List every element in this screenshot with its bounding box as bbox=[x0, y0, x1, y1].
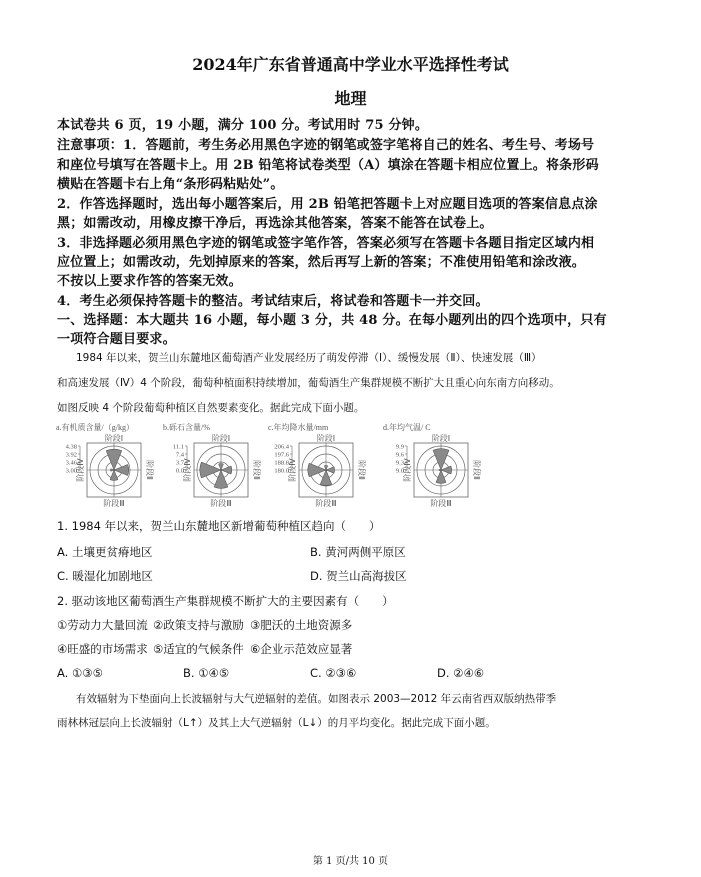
stage-wedge bbox=[221, 466, 232, 474]
passage-line: 1984 年以来，贺兰山东麓地区葡萄酒产业发展经历了萌发停滞（Ⅰ）、缓慢发展（Ⅱ）、快速发展（Ⅲ） bbox=[76, 352, 542, 364]
passage-line: 有效辐射为下垫面向上长波辐射与大气逆辐射的差值。如图表示 2003—2012 年云南省西双版纳热带季 bbox=[76, 693, 557, 705]
stage-label: 阶段Ⅱ bbox=[145, 460, 154, 480]
tick-label: 180.0 bbox=[274, 467, 289, 475]
stage-wedge bbox=[326, 467, 335, 473]
page-footer: 第 1 页/共 10 页 bbox=[312, 856, 389, 867]
instruction-line: 注意事项：1．答题前，考生务必用黑色字迹的钢笔或签字笔将自己的姓名、考生号、考场号 bbox=[57, 138, 595, 153]
stage-label: 阶段Ⅰ bbox=[104, 434, 124, 443]
chart-title: d.年均气温/ C bbox=[383, 423, 431, 432]
q2-option-b: B. ①④⑤ bbox=[183, 666, 230, 680]
stage-wedge bbox=[441, 466, 452, 474]
stage-label: 阶段Ⅲ bbox=[210, 499, 232, 508]
q2-factor: ①劳动力大量回流 bbox=[57, 618, 148, 632]
q2-factor: ⑤适宜的气候条件 bbox=[153, 642, 244, 656]
q2-option-a: A. ①③⑤ bbox=[57, 666, 103, 680]
tick-label: 197.6 bbox=[274, 451, 289, 459]
tick-label: 0.0 bbox=[175, 467, 184, 475]
instruction-line: 本试卷共 6 页，19 小题，满分 100 分。考试用时 75 分钟。 bbox=[57, 118, 429, 133]
stage-wedge bbox=[214, 470, 228, 488]
stage-label: 阶段Ⅲ bbox=[315, 499, 337, 508]
stage-wedge bbox=[219, 464, 224, 470]
q2-factor: ⑥企业示范效应显著 bbox=[250, 642, 353, 656]
tick-label: 3.92 bbox=[65, 451, 77, 459]
stage-wedge bbox=[320, 470, 332, 485]
instruction-line: 黑；如需改动，用橡皮擦干净后，再选涂其他答案，答案不能答在试卷上。 bbox=[57, 216, 493, 231]
stage-wedge bbox=[200, 462, 221, 478]
instruction-line: 应位置上；如需改动，先划掉原来的答案，然后再写上新的答案；不准使用铅笔和涂改液。 bbox=[57, 255, 586, 270]
stage-label: 阶段Ⅳ bbox=[76, 458, 85, 482]
instruction-line: 2．作答选择题时，选出每小题答案后，用 2B 铅笔把答题卡上对应题目选项的答案信息点涂 bbox=[57, 197, 598, 212]
q2-factor: ③肥沃的土地资源多 bbox=[250, 618, 353, 632]
q1-option-b: B. 黄河两侧平原区 bbox=[310, 545, 406, 559]
stage-label: 阶段Ⅱ bbox=[357, 460, 366, 480]
stage-wedge bbox=[433, 449, 449, 470]
instruction-line: 4．考生必须保持答题卡的整洁。考试结束后，将试卷和答题卡一并交回。 bbox=[57, 294, 489, 309]
q1-option-a: A. 土壤更贫瘠地区 bbox=[57, 545, 153, 559]
instruction-line: 横贴在答题卡右上角“条形码粘贴处”。 bbox=[57, 177, 284, 192]
stage-label: 阶段Ⅳ bbox=[288, 458, 297, 482]
q2-option-c: C. ②③⑥ bbox=[310, 666, 357, 680]
instruction-line: 不按以上要求作答的答案无效。 bbox=[57, 274, 242, 289]
q2-option-d: D. ②④⑥ bbox=[437, 666, 485, 680]
tick-label: 3.7 bbox=[175, 459, 184, 467]
chart-title: a.有机质含量/（g/kg） bbox=[56, 423, 134, 432]
tick-label: 3.00 bbox=[65, 467, 77, 475]
tick-label: 206.4 bbox=[274, 443, 289, 451]
rose-chart bbox=[262, 418, 382, 510]
chart-title: c.年均降水量/mm bbox=[268, 423, 329, 432]
q2-factor: ②政策支持与激励 bbox=[153, 618, 244, 632]
instruction-line: 和座位号填写在答题卡上。用 2B 铅笔将试卷类型（A）填涂在答题卡相应位置上。将条形码 bbox=[57, 158, 599, 173]
tick-label: 9.6 bbox=[395, 451, 404, 459]
tick-label: 11.1 bbox=[172, 443, 184, 451]
tick-label: 9.3 bbox=[395, 459, 404, 467]
instruction-line: 3．非选择题必须用黑色字迹的钢笔或签字笔作答，答案必须写在答题卡各题目指定区域内相 bbox=[57, 236, 595, 251]
passage-line: 和高速发展（Ⅳ）4 个阶段，葡萄种植面积持续增加，葡萄酒生产集群规模不断扩大且重心向东南方向移动。 bbox=[57, 377, 560, 389]
stage-wedge bbox=[106, 449, 122, 470]
stage-label: 阶段Ⅱ bbox=[472, 460, 481, 480]
tick-label: 4.38 bbox=[65, 443, 77, 451]
rose-chart bbox=[157, 418, 277, 510]
tick-label: 188.8 bbox=[274, 459, 289, 467]
stage-label: 阶段Ⅰ bbox=[316, 434, 336, 443]
stage-label: 阶段Ⅳ bbox=[403, 458, 412, 482]
tick-label: 3.46 bbox=[65, 459, 77, 467]
passage-line: 如图反映 4 个阶段葡萄种植区自然要素变化。据此完成下面小题。 bbox=[57, 402, 365, 414]
stage-wedge bbox=[436, 470, 446, 483]
tick-label: 9.0 bbox=[395, 467, 404, 475]
stage-wedge bbox=[110, 470, 118, 480]
chart-title: b.砾石含量/% bbox=[163, 423, 210, 432]
question-1-stem: 1. 1984 年以来，贺兰山东麓地区新增葡萄种植区趋向（ ） bbox=[57, 519, 381, 533]
q1-option-c: C. 暖湿化加剧地区 bbox=[57, 569, 153, 583]
rose-chart bbox=[50, 418, 170, 510]
stage-label: 阶段Ⅲ bbox=[430, 499, 452, 508]
stage-label: 阶段Ⅲ bbox=[103, 499, 125, 508]
stage-label: 阶段Ⅳ bbox=[183, 458, 192, 482]
section-heading: 一、选择题：本大题共 16 小题，每小题 3 分，共 48 分。在每小题列出的四个选项中，只有 bbox=[57, 313, 607, 328]
stage-label: 阶段Ⅰ bbox=[431, 434, 451, 443]
section-heading: 一项符合题目要求。 bbox=[57, 332, 176, 347]
subject-title: 地理 bbox=[334, 89, 367, 108]
tick-label: 9.9 bbox=[395, 443, 404, 451]
rose-chart bbox=[377, 418, 497, 510]
question-2-stem: 2. 驱动该地区葡萄酒生产集群规模不断扩大的主要因素有（ ） bbox=[57, 594, 394, 608]
stage-label: 阶段Ⅰ bbox=[211, 434, 231, 443]
stage-label: 阶段Ⅱ bbox=[252, 460, 261, 480]
stage-wedge bbox=[308, 463, 326, 477]
passage-line: 雨林林冠层向上长波辐射（L↑）及其上大气逆辐射（L↓）的月平均变化。据此完成下面小题。 bbox=[57, 717, 496, 729]
q2-factor: ④旺盛的市场需求 bbox=[57, 642, 148, 656]
tick-label: 7.4 bbox=[175, 451, 184, 459]
exam-title: 2024年广东省普通高中学业水平选择性考试 bbox=[192, 55, 509, 74]
q1-option-d: D. 贺兰山高海拔区 bbox=[310, 569, 407, 583]
